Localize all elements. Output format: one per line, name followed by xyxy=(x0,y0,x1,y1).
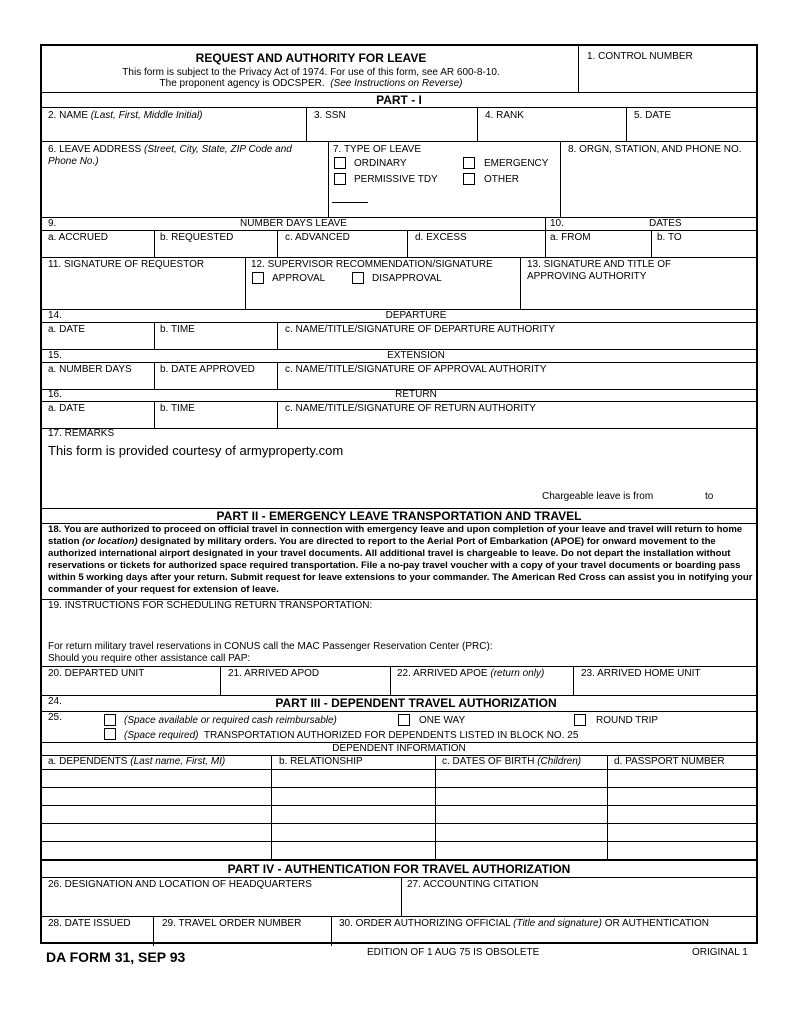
requested-label: b. REQUESTED xyxy=(160,232,234,243)
arrived-home-field[interactable] xyxy=(574,680,756,694)
passport-label: d. PASSPORT NUMBER xyxy=(614,756,725,767)
approval-checkbox[interactable] xyxy=(252,272,264,284)
one-way-label: ONE WAY xyxy=(419,715,466,726)
other-checkbox[interactable] xyxy=(463,173,475,185)
extension-approved-label: b. DATE APPROVED xyxy=(160,364,255,375)
designation-field[interactable] xyxy=(42,891,401,915)
round-trip-checkbox[interactable] xyxy=(574,714,586,726)
proponent-agency xyxy=(42,78,580,90)
dob-label-text: c. DATES OF BIRTH xyxy=(442,756,535,767)
arrived-apod-field[interactable] xyxy=(221,680,390,694)
advanced-field[interactable] xyxy=(278,244,407,256)
requested-field[interactable] xyxy=(155,244,277,256)
dependent-row[interactable] xyxy=(42,788,756,805)
block16-number: 16. xyxy=(48,389,62,400)
permissive-tdy-label: PERMISSIVE TDY xyxy=(354,174,438,185)
permissive-tdy-checkbox[interactable] xyxy=(334,173,346,185)
block14-number: 14. xyxy=(48,310,62,321)
approval-label: APPROVAL xyxy=(272,273,326,284)
accounting-field[interactable] xyxy=(402,891,756,915)
leave-form xyxy=(40,44,758,944)
advanced-label: c. ADVANCED xyxy=(285,232,350,243)
part2-title: PART II - EMERGENCY LEAVE TRANSPORTATION AND TRAVEL xyxy=(216,509,582,523)
form-title: REQUEST AND AUTHORITY FOR LEAVE xyxy=(195,51,427,65)
conus-text: For return military travel reservations in CONUS call the MAC Passenger Reservation Center (PRC): xyxy=(48,641,493,652)
block25-number: 25. xyxy=(48,712,62,723)
chargeable-leave-label: Chargeable leave is from xyxy=(542,491,654,502)
approving-authority-label-2: APPROVING AUTHORITY xyxy=(527,271,647,282)
one-way-checkbox[interactable] xyxy=(398,714,410,726)
transportation-authorized-text: TRANSPORTATION AUTHORIZED FOR DEPENDENTS LISTED IN BLOCK NO. 25 xyxy=(203,730,579,741)
excess-field[interactable] xyxy=(408,244,545,256)
part3-title: PART III - DEPENDENT TRAVEL AUTHORIZATION xyxy=(275,696,557,710)
block15-number: 15. xyxy=(48,350,62,361)
dependent-info-heading: DEPENDENT INFORMATION xyxy=(332,743,466,754)
date-field[interactable] xyxy=(627,122,756,140)
block9-number: 9. xyxy=(48,218,57,229)
block18-text-a: 18. You are authorized to proceed on official travel in connection with emergency leave and upon completion of your leave and travel will return to home station xyxy=(48,524,743,548)
control-number-field[interactable] xyxy=(580,62,756,90)
approving-authority-field[interactable] xyxy=(521,284,756,308)
signature-requestor-label: 11. SIGNATURE OF REQUESTOR xyxy=(48,259,205,270)
space-available-label: (Space available or required cash reimbursable) xyxy=(124,715,337,726)
excess-label: d. EXCESS xyxy=(415,232,467,243)
block18-text-b: designated by military orders. You are directed to report to the Aerial Port of Embarkation (APOE) for onward movement to the authorized international airport designated in your travel documents. All additional travel is chargeable to leave. Do not depart the installation without reservations or tickets for authorized space required transportation. File a no-pay travel voucher with a copy of your travel documents or boarding pass within 5 working days after your return. Submit request for leave extensions to your commander. The American Red Cross can assist you in notifying your commander of your request for extension of leave. xyxy=(48,536,753,596)
extension-authority-label: c. NAME/TITLE/SIGNATURE OF APPROVAL AUTHORITY xyxy=(285,364,547,375)
departed-unit-field[interactable] xyxy=(42,680,220,694)
arrived-apoe-label xyxy=(397,668,544,680)
space-required-label: (Space required) xyxy=(124,730,199,741)
to-field[interactable] xyxy=(652,244,756,256)
from-label: a. FROM xyxy=(550,232,591,243)
block18-paragraph xyxy=(48,524,754,597)
arrived-apod-label: 21. ARRIVED APOD xyxy=(228,668,320,679)
return-authority-field[interactable] xyxy=(278,415,756,427)
ssn-field[interactable] xyxy=(307,122,477,140)
copy-designation: ORIGINAL 1 xyxy=(692,947,748,958)
extension-heading: EXTENSION xyxy=(387,350,445,361)
dependent-row[interactable] xyxy=(42,770,756,787)
return-authority-label: c. NAME/TITLE/SIGNATURE OF RETURN AUTHORITY xyxy=(285,403,536,414)
ordinary-label: ORDINARY xyxy=(354,158,407,169)
designation-label: 26. DESIGNATION AND LOCATION OF HEADQUARTERS xyxy=(48,879,312,890)
order-official-tail: OR AUTHENTICATION xyxy=(604,918,709,929)
arrived-apoe-hint: (return only) xyxy=(490,668,545,679)
extension-days-field[interactable] xyxy=(42,376,154,388)
arrived-home-label: 23. ARRIVED HOME UNIT xyxy=(581,668,701,679)
to-label: b. TO xyxy=(657,232,682,243)
proponent-agency-text: The proponent agency is ODCSPER. xyxy=(159,78,325,89)
space-available-checkbox[interactable] xyxy=(104,714,116,726)
space-required-row xyxy=(124,730,578,742)
rank-label: 4. RANK xyxy=(485,110,524,121)
order-number-field[interactable] xyxy=(154,930,331,944)
instructions-note: (See Instructions on Reverse) xyxy=(330,78,463,89)
departure-time-field[interactable] xyxy=(155,336,277,348)
departure-authority-label: c. NAME/TITLE/SIGNATURE OF DEPARTURE AUTHORITY xyxy=(285,324,556,335)
return-time-label: b. TIME xyxy=(160,403,195,414)
signature-requestor-field[interactable] xyxy=(42,272,245,308)
other-label: OTHER xyxy=(484,174,519,185)
arrived-apoe-label-text: 22. ARRIVED APOE xyxy=(397,668,488,679)
departure-time-label: b. TIME xyxy=(160,324,195,335)
accrued-field[interactable] xyxy=(42,244,154,256)
relationship-label: b. RELATIONSHIP xyxy=(279,756,363,767)
dependents-label-text: a. DEPENDENTS xyxy=(48,756,128,767)
order-official-label xyxy=(339,918,709,930)
part4-title: PART IV - AUTHENTICATION FOR TRAVEL AUTHORIZATION xyxy=(227,862,571,876)
name-label-text: 2. NAME xyxy=(48,110,89,121)
dependents-label xyxy=(48,756,225,768)
orgn-label: 8. ORGN, STATION, AND PHONE NO. xyxy=(568,144,742,155)
return-time-field[interactable] xyxy=(155,415,277,427)
number-days-heading: NUMBER DAYS LEAVE xyxy=(240,218,347,229)
ssn-label: 3. SSN xyxy=(314,110,346,121)
dob-label xyxy=(442,756,581,768)
date-issued-field[interactable] xyxy=(42,930,153,944)
dependent-row[interactable] xyxy=(42,806,756,823)
departure-date-label: a. DATE xyxy=(48,324,86,335)
disapproval-label: DISAPPROVAL xyxy=(372,273,442,284)
round-trip-label: ROUND TRIP xyxy=(596,715,659,726)
leave-address-label-text: 6. LEAVE ADDRESS xyxy=(48,144,142,155)
space-required-checkbox[interactable] xyxy=(104,728,116,740)
departure-heading: DEPARTURE xyxy=(385,310,447,321)
departure-date-field[interactable] xyxy=(42,336,154,348)
from-field[interactable] xyxy=(546,244,651,256)
accounting-label: 27. ACCOUNTING CITATION xyxy=(407,879,539,890)
return-date-label: a. DATE xyxy=(48,403,86,414)
extension-approved-field[interactable] xyxy=(155,376,277,388)
control-number-label: 1. CONTROL NUMBER xyxy=(587,51,693,62)
approving-authority-label-1: 13. SIGNATURE AND TITLE OF xyxy=(527,259,672,270)
emergency-checkbox[interactable] xyxy=(463,157,475,169)
block24-number: 24. xyxy=(48,696,62,707)
dates-heading: DATES xyxy=(649,218,682,229)
dependents-hint: (Last name, First, MI) xyxy=(130,756,226,767)
remarks-label: 17. REMARKS xyxy=(48,428,115,439)
block18-text-italic: (or location) xyxy=(82,536,138,548)
remarks-value[interactable]: This form is provided courtesy of armyproperty.com xyxy=(48,443,344,458)
date-issued-label: 28. DATE ISSUED xyxy=(48,918,131,929)
arrived-apoe-field[interactable] xyxy=(391,680,573,694)
leave-address-field[interactable] xyxy=(42,168,328,216)
dob-hint: (Children) xyxy=(537,756,582,767)
accrued-label: a. ACCRUED xyxy=(48,232,109,243)
form-identifier: DA FORM 31, SEP 93 xyxy=(46,949,186,965)
instructions-label: 19. INSTRUCTIONS FOR SCHEDULING RETURN TRANSPORTATION: xyxy=(48,600,373,611)
leave-address-hint: (Street, City, State, ZIP Code and xyxy=(143,144,292,155)
ordinary-checkbox[interactable] xyxy=(334,157,346,169)
block10-number: 10. xyxy=(550,218,564,229)
date-label: 5. DATE xyxy=(634,110,672,121)
order-official-field[interactable] xyxy=(332,930,756,944)
leave-address-hint-2: Phone No.) xyxy=(48,156,99,167)
supervisor-signature-field[interactable] xyxy=(246,288,520,308)
emergency-label: EMERGENCY xyxy=(484,158,549,169)
edition-note: EDITION OF 1 AUG 75 IS OBSOLETE xyxy=(367,947,540,958)
order-official-hint: (Title and signature) xyxy=(513,918,602,929)
privacy-statement: This form is subject to the Privacy Act of 1974. For use of this form, see AR 600-8-10. xyxy=(122,67,500,78)
supervisor-label: 12. SUPERVISOR RECOMMENDATION/SIGNATURE xyxy=(251,259,493,270)
name-hint: (Last, First, Middle Initial) xyxy=(90,110,203,121)
rank-field[interactable] xyxy=(478,122,626,140)
leave-address-label xyxy=(48,144,292,156)
name-label xyxy=(48,110,203,122)
orgn-field[interactable] xyxy=(561,156,756,216)
dependent-row[interactable] xyxy=(42,824,756,841)
chargeable-to-label: to xyxy=(705,491,714,502)
type-of-leave-label: 7. TYPE OF LEAVE xyxy=(333,144,421,155)
return-heading: RETURN xyxy=(395,389,437,400)
order-official-label-text: 30. ORDER AUTHORIZING OFFICIAL xyxy=(339,918,511,929)
part1-title: PART - I xyxy=(376,93,422,107)
disapproval-checkbox[interactable] xyxy=(352,272,364,284)
extension-days-label: a. NUMBER DAYS xyxy=(48,364,132,375)
name-field[interactable] xyxy=(42,122,306,140)
pap-text: Should you require other assistance call PAP: xyxy=(48,653,251,664)
order-number-label: 29. TRAVEL ORDER NUMBER xyxy=(162,918,302,929)
other-leave-line xyxy=(332,202,368,203)
extension-authority-field[interactable] xyxy=(278,376,756,388)
dependent-row[interactable] xyxy=(42,842,756,859)
departed-unit-label: 20. DEPARTED UNIT xyxy=(48,668,145,679)
return-date-field[interactable] xyxy=(42,415,154,427)
departure-authority-field[interactable] xyxy=(278,336,756,348)
